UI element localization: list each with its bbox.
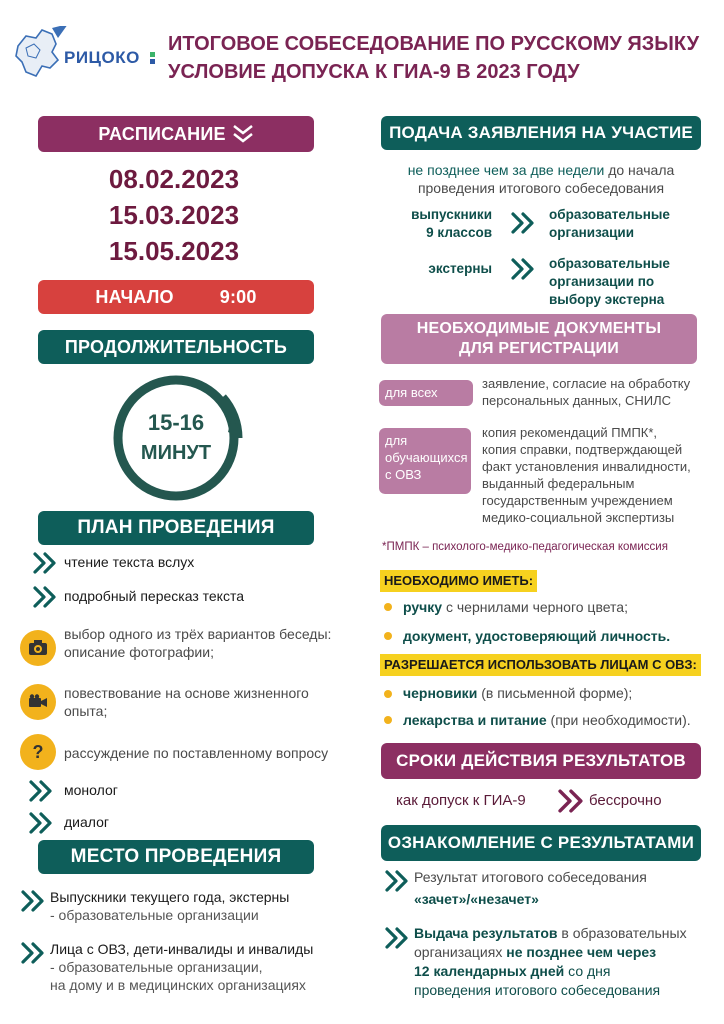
validity-header: СРОКИ ДЕЙСТВИЯ РЕЗУЛЬТАТОВ: [381, 743, 701, 779]
plan-choice-photo: [64, 625, 354, 661]
schedule-date: 15.03.2023: [108, 200, 240, 230]
start-label: НАЧАЛО: [95, 286, 174, 307]
documents-tag-ovz: [379, 428, 471, 494]
must-have-id: документ, удостоверяющий личность.: [403, 628, 671, 644]
video-camera-icon: [20, 684, 56, 720]
allowed-header: РАЗРЕШАЕТСЯ ИСПОЛЬЗОВАТЬ ЛИЦАМ С ОВЗ:: [380, 654, 701, 676]
application-row-externs-left: экстерны: [428, 261, 492, 276]
double-chevron-icon: [32, 552, 58, 574]
results-item-issue: [414, 924, 714, 1000]
application-row-graduates-right: [549, 206, 699, 242]
documents-text-line: факт установления инвалидности,: [482, 459, 691, 474]
results-bold: Выдача результатов: [414, 925, 558, 941]
results-bold: не позднее чем через: [506, 944, 657, 960]
deadline-bold: не позднее чем за две недели: [407, 162, 605, 178]
double-chevron-icon: [510, 258, 536, 280]
clock-graphic: [104, 366, 248, 510]
plan-item-dialog: диалог: [64, 814, 109, 830]
documents-text-line: заявление, согласие на обработку: [482, 376, 691, 391]
row-right-line: организации по: [549, 274, 655, 289]
plan-choice-photo-text: описание фотографии;: [64, 644, 214, 660]
schedule-label: РАСПИСАНИЕ: [98, 123, 226, 144]
item-rest: (в письменной форме);: [477, 685, 633, 701]
duration-value: 15-16: [147, 410, 205, 435]
chevron-down-icon: [232, 124, 254, 144]
deadline-rest: до начала: [604, 162, 675, 178]
double-chevron-icon: [384, 927, 410, 949]
schedule-date: 08.02.2023: [108, 164, 240, 194]
documents-text-line: персональных данных, СНИЛС: [482, 393, 672, 408]
documents-label: ДЛЯ РЕГИСТРАЦИИ: [459, 340, 619, 357]
duration-header: ПРОДОЛЖИТЕЛЬНОСТЬ: [38, 330, 314, 364]
place-group-detail: - образовательные организации: [50, 907, 259, 923]
double-chevron-icon: [28, 780, 54, 802]
bullet-dot: [384, 603, 392, 611]
place-header: МЕСТО ПРОВЕДЕНИЯ: [38, 840, 314, 874]
double-chevron-icon: [384, 870, 410, 892]
row-left-line: выпускники: [411, 207, 492, 222]
double-chevron-icon: [510, 212, 536, 234]
plan-item-retelling: подробный пересказ текста: [64, 588, 244, 604]
tag-line: обучающихся: [385, 450, 468, 465]
documents-all-text: [482, 375, 712, 409]
application-row-graduates-left: [392, 206, 492, 242]
results-rest: со дня: [564, 963, 611, 979]
application-header: ПОДАЧА ЗАЯВЛЕНИЯ НА УЧАСТИЕ: [381, 116, 701, 150]
item-rest: (при необходимости).: [546, 712, 691, 728]
results-header: ОЗНАКОМЛЕНИЕ С РЕЗУЛЬТАТАМИ: [381, 825, 701, 861]
schedule-header: [38, 116, 314, 152]
item-bold: черновики: [403, 685, 478, 701]
logo-mark: [150, 52, 155, 57]
plan-choice-intro: выбор одного из трёх вариантов беседы:: [64, 626, 332, 642]
plan-choice-story: [64, 684, 354, 720]
place-group-detail: - образовательные организации,: [50, 959, 263, 975]
allowed-medicine: [403, 711, 691, 729]
results-rest: в образовательных: [557, 925, 687, 941]
duration-unit: МИНУТ: [140, 442, 212, 464]
documents-tag-all: для всех: [379, 380, 473, 406]
clock-icon: [104, 366, 248, 510]
results-line: «зачет»/«незачет»: [414, 891, 539, 907]
tag-line: с ОВЗ: [385, 467, 422, 482]
application-deadline: [381, 161, 701, 197]
documents-label: НЕОБХОДИМЫЕ ДОКУМЕНТЫ: [416, 320, 662, 337]
documents-text-line: медико-социальной экспертизы: [482, 510, 675, 525]
place-group-title: Лица с ОВЗ, дети-инвалиды и инвалиды: [50, 941, 314, 957]
plan-choice-reasoning: рассуждение по поставленному вопросу: [64, 745, 329, 761]
must-have-pen: [403, 598, 628, 616]
deadline-line2: проведения итогового собеседования: [417, 180, 665, 196]
results-item-grade: [414, 868, 714, 908]
plan-header: ПЛАН ПРОВЕДЕНИЯ: [38, 511, 314, 545]
row-left-line: 9 классов: [426, 225, 492, 240]
start-time-bar: [38, 280, 314, 314]
logo: [12, 22, 162, 92]
validity-right: бессрочно: [589, 792, 662, 809]
start-time: 9:00: [219, 286, 257, 307]
tag-line: для: [385, 433, 408, 448]
title-line-2: УСЛОВИЕ ДОПУСКА К ГИА-9 В 2023 ГОДУ: [168, 61, 580, 83]
results-rest: организациях: [414, 944, 507, 960]
title-line-1: ИТОГОВОЕ СОБЕСЕДОВАНИЕ ПО РУССКОМУ ЯЗЫКУ: [168, 33, 700, 55]
map-logo-icon: [12, 26, 72, 88]
row-right-line: выбору экстерна: [549, 292, 665, 307]
place-group-ovz: [50, 940, 350, 994]
documents-text-line: копия справки, подтверждающей: [482, 442, 683, 457]
results-rest: проведения итогового собеседования: [414, 982, 661, 998]
results-line: Результат итогового собеседования: [414, 869, 647, 885]
plan-choice-story-line: опыта;: [64, 703, 108, 719]
item-bold: лекарства и питание: [403, 712, 547, 728]
double-chevron-icon: [32, 586, 58, 608]
camera-icon: [20, 630, 56, 666]
allowed-drafts: [403, 684, 632, 702]
documents-ovz-text: [482, 424, 712, 526]
double-chevron-icon: [20, 942, 46, 964]
double-chevron-icon: [557, 789, 585, 813]
page-title: [168, 30, 718, 86]
bullet-dot: [384, 690, 392, 698]
plan-choice-story-line: повествование на основе жизненного: [64, 685, 309, 701]
plan-item-monolog: монолог: [64, 782, 118, 798]
application-row-externs-right: [549, 255, 699, 309]
validity-left: как допуск к ГИА-9: [396, 792, 526, 809]
must-have-header: НЕОБХОДИМО ИМЕТЬ:: [380, 570, 537, 592]
item-bold: ручку: [403, 599, 443, 615]
bullet-dot: [384, 716, 392, 724]
place-group-detail: на дому и в медицинских организациях: [50, 977, 306, 993]
documents-text-line: государственным учреждением: [482, 493, 673, 508]
question-icon: ?: [20, 734, 56, 770]
place-group-title: Выпускники текущего года, экстерны: [50, 889, 290, 905]
place-group-graduates: [50, 888, 350, 924]
double-chevron-icon: [28, 812, 54, 834]
documents-text-line: копия рекомендаций ПМПК*,: [482, 425, 658, 440]
logo-text: РИЦОКО: [64, 48, 140, 67]
row-right-line: организации: [549, 225, 635, 240]
documents-text-line: выданный федеральным: [482, 476, 635, 491]
documents-footnote: *ПМПК – психолого-медико-педагогическая комиссия: [382, 541, 668, 553]
plan-item-reading: чтение текста вслух: [64, 554, 195, 570]
schedule-date: 15.05.2023: [108, 236, 240, 266]
row-right-line: образовательные: [549, 256, 670, 271]
bullet-dot: [384, 632, 392, 640]
row-right-line: образовательные: [549, 207, 670, 222]
documents-header: [381, 314, 697, 364]
results-bold: 12 календарных дней: [414, 963, 565, 979]
item-rest: с чернилами черного цвета;: [442, 599, 628, 615]
logo-mark: [150, 59, 155, 64]
double-chevron-icon: [20, 890, 46, 912]
